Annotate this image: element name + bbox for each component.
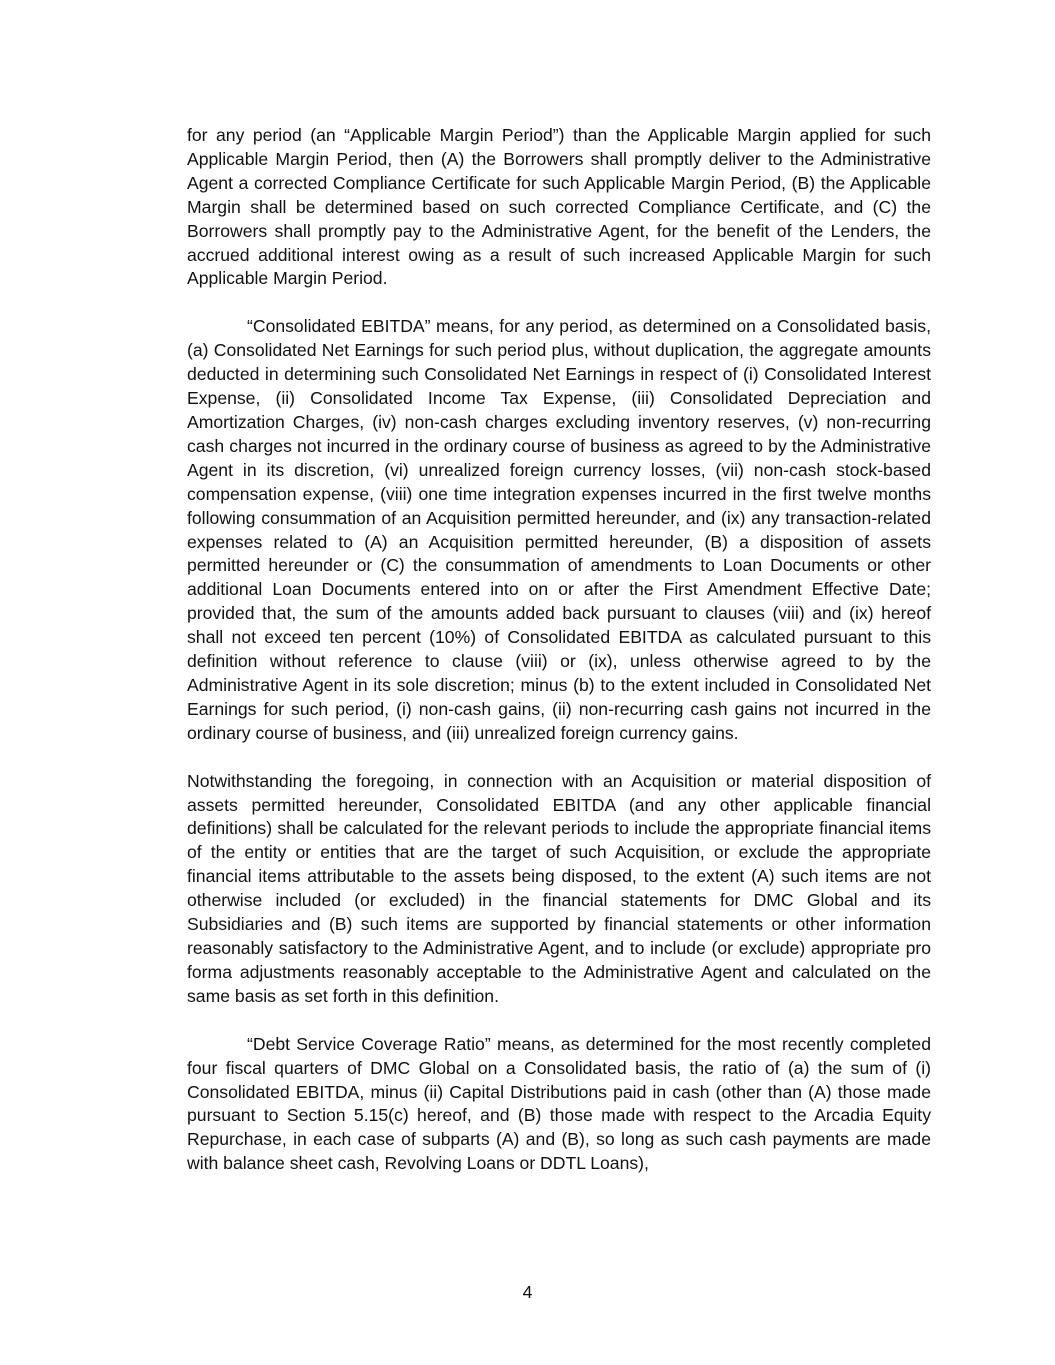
paragraph-applicable-margin: for any period (an “Applicable Margin Period”) than the Applicable Margin applied for such Applicable Margin Period, then (A) the Borrowers shall promptly deliver to the Administrative Agent a corrected Compliance Certificate for such Applicable Margin Period, (B) the Applicable Margin shall be determined based on such corrected Compliance Certificate, and (C) the Borrowers shall promptly pay to the Administrative Agent, for the benefit of the Lenders, the accrued additional interest owing as a result of such increased Applicable Margin for such Applicable Margin Period. <box>187 125 931 289</box>
paragraph-debt-service-coverage-ratio: “Debt Service Coverage Ratio” means, as determined for the most recently completed four fiscal quarters of DMC Global on a Consolidated basis, the ratio of (a) the sum of (i) Consolidated EBITDA, minus (ii) Capital Distributions paid in cash (other than (A) those made pursuant to Section 5.15(c) hereof, and (B) those made with respect to the Arcadia Equity Repurchase, in each case of subparts (A) and (B), so long as such cash payments are made with balance sheet cash, Revolving Loans or DDTL Loans), <box>187 1033 931 1174</box>
page-number: 4 <box>522 1282 533 1302</box>
document-page <box>187 124 931 1176</box>
paragraph-notwithstanding: Notwithstanding the foregoing, in connection with an Acquisition or material disposition of assets permitted hereunder, Consolidated EBITDA (and any other applicable financial definitions) shall be calculated for the relevant periods to include the appropriate financial items of the entity or entities that are the target of such Acquisition, or exclude the appropriate financial items attributable to the assets being disposed, to the extent (A) such items are not otherwise included (or excluded) in the financial statements for DMC Global and its Subsidiaries and (B) such items are supported by financial statements or other information reasonably satisfactory to the Administrative Agent, and to include (or exclude) appropriate pro forma adjustments reasonably acceptable to the Administrative Agent and calculated on the same basis as set forth in this definition. <box>187 770 931 1006</box>
paragraph-consolidated-ebitda: “Consolidated EBITDA” means, for any period, as determined on a Consolidated basis, (a) Consolidated Net Earnings for such period plus, without duplication, the aggregate amounts deducted in determining such Consolidated Net Earnings in respect of (i) Consolidated Interest Expense, (ii) Consolidated Income Tax Expense, (iii) Consolidated Depreciation and Amortization Charges, (iv) non-cash charges excluding inventory reserves, (v) non-recurring cash charges not incurred in the ordinary course of business as agreed to by the Administrative Agent in its discretion, (vi) unrealized foreign currency losses, (vii) non-cash stock-based compensation expense, (viii) one time integration expenses incurred in the first twelve months following consummation of an Acquisition permitted hereunder, and (ix) any transaction-related expenses related to (A) an Acquisition permitted hereunder, (B) a disposition of assets permitted hereunder or (C) the consummation of amendments to Loan Documents or other additional Loan Documents entered into on or after the First Amendment Effective Date; provided that, the sum of the amounts added back pursuant to clauses (viii) and (ix) hereof shall not exceed ten percent (10%) of Consolidated EBITDA as calculated pursuant to this definition without reference to clause (viii) or (ix), unless otherwise agreed to by the Administrative Agent in its sole discretion; minus (b) to the extent included in Consolidated Net Earnings for such period, (i) non-cash gains, (ii) non-recurring cash gains not incurred in the ordinary course of business, and (iii) unrealized foreign currency gains. <box>187 316 931 743</box>
